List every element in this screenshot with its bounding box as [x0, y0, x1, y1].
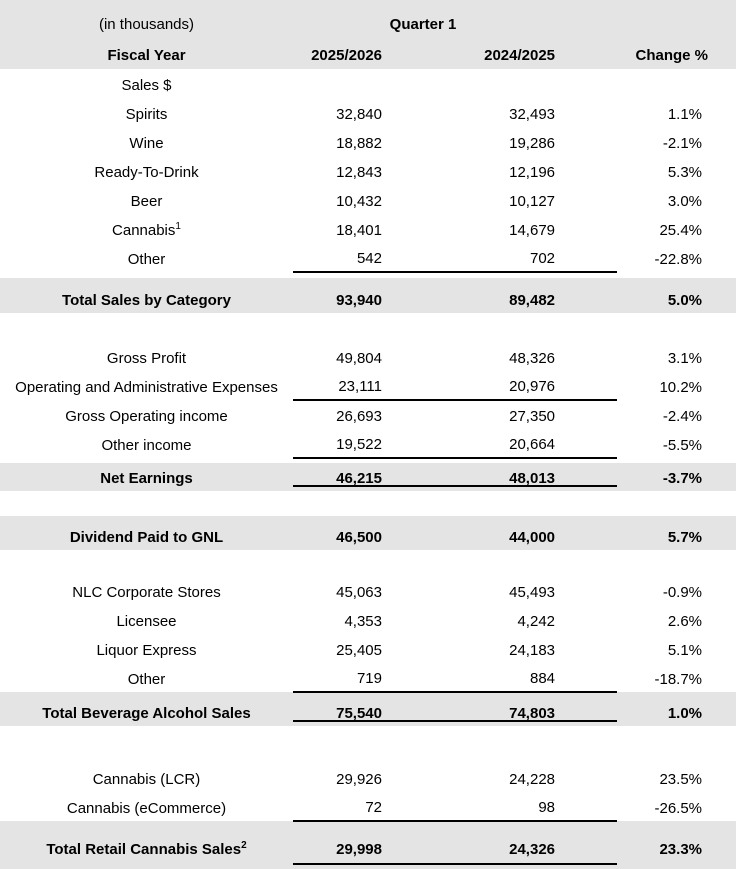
row-label: Sales $ — [121, 77, 172, 94]
change-value: -22.8% — [654, 251, 703, 268]
spacer-cell — [0, 726, 736, 763]
current-value: 4,353 — [344, 613, 382, 630]
table-row — [0, 214, 736, 243]
prior-value: 48,013 — [459, 463, 617, 491]
change-value: -2.1% — [662, 135, 703, 152]
change-value: 1.0% — [667, 705, 703, 722]
prior-value: 27,350 — [509, 408, 556, 425]
row-label: Licensee — [116, 613, 177, 630]
table-row — [0, 634, 736, 663]
prior-value: 12,196 — [509, 164, 556, 181]
current-value: 29,926 — [336, 771, 382, 788]
spacer-row — [0, 726, 736, 763]
spacer-cell — [0, 491, 736, 516]
change-value: 3.1% — [667, 350, 703, 367]
row-label: Dividend Paid to GNL — [69, 529, 224, 546]
row-label: NLC Corporate Stores — [72, 584, 221, 601]
units-label: (in thousands) — [98, 16, 195, 33]
change-value — [617, 69, 736, 98]
prior-value: 884 — [459, 663, 617, 692]
prior-value: 19,286 — [509, 135, 556, 152]
change-value: -5.5% — [662, 437, 703, 454]
change-value: -3.7% — [662, 470, 703, 487]
row-label: Operating and Administrative Expenses — [15, 379, 278, 396]
prior-value: 20,664 — [459, 429, 617, 458]
table-row — [0, 185, 736, 214]
total-row — [0, 692, 736, 726]
change-value: 1.1% — [667, 106, 703, 123]
row-label: Gross Operating income — [65, 408, 228, 425]
table-body — [0, 69, 736, 869]
prior-value: 48,326 — [509, 350, 556, 367]
current-value: 542 — [293, 243, 459, 272]
column-header-prior-year: 2024/2025 — [484, 47, 556, 64]
prior-value: 89,482 — [509, 292, 556, 309]
spacer-cell — [0, 313, 736, 342]
prior-value: 702 — [459, 243, 617, 272]
current-value: 18,882 — [336, 135, 382, 152]
change-value: 2.6% — [667, 613, 703, 630]
change-value: 23.3% — [659, 841, 703, 858]
prior-value: 24,228 — [509, 771, 556, 788]
fiscal-year-label: Fiscal Year — [107, 47, 186, 64]
row-label: Cannabis$^1$ — [112, 221, 181, 239]
current-value: 19,522 — [293, 429, 459, 458]
current-value: 719 — [293, 663, 459, 692]
prior-value: 14,679 — [509, 222, 556, 239]
footnote-marker: 2 — [241, 840, 247, 851]
table-row — [0, 576, 736, 605]
change-value: 25.4% — [659, 222, 703, 239]
prior-value: 74,803 — [459, 692, 617, 726]
prior-value: 24,326 — [459, 821, 617, 869]
change-value: -0.9% — [662, 584, 703, 601]
spacer-row — [0, 491, 736, 516]
total-row — [0, 463, 736, 491]
row-label: Other income — [101, 437, 192, 454]
current-value: 18,401 — [336, 222, 382, 239]
total-row — [0, 278, 736, 313]
prior-value: 20,976 — [459, 371, 617, 400]
change-value: 10.2% — [659, 379, 703, 396]
column-header-change-percent: Change % — [635, 47, 709, 64]
row-label: Other — [127, 251, 166, 268]
table-row — [0, 400, 736, 429]
current-value: 26,693 — [336, 408, 382, 425]
quarter-label: Quarter 1 — [389, 16, 457, 33]
change-value: 5.3% — [667, 164, 703, 181]
row-label: Liquor Express — [96, 642, 197, 659]
current-value — [293, 69, 459, 98]
table-header-row-quarter — [0, 0, 736, 38]
table-row — [0, 98, 736, 127]
footnote-marker: 1 — [175, 221, 181, 232]
change-value: 5.1% — [667, 642, 703, 659]
row-label: Spirits — [125, 106, 168, 123]
spacer-cell — [0, 550, 736, 576]
current-value: 49,804 — [336, 350, 382, 367]
change-value: 5.0% — [667, 292, 703, 309]
row-label: Gross Profit — [106, 350, 187, 367]
table-row — [0, 663, 736, 692]
empty-cell — [617, 0, 736, 38]
table-row — [0, 127, 736, 156]
change-value: 5.7% — [667, 529, 703, 546]
total-row — [0, 516, 736, 550]
table-row — [0, 605, 736, 634]
current-value: 25,405 — [336, 642, 382, 659]
table-row — [0, 371, 736, 400]
prior-value: 10,127 — [509, 193, 556, 210]
prior-value — [459, 69, 617, 98]
table-header-row-fiscal-year — [0, 38, 736, 69]
current-value: 10,432 — [336, 193, 382, 210]
table-row — [0, 429, 736, 458]
prior-value: 32,493 — [509, 106, 556, 123]
spacer-row — [0, 550, 736, 576]
total-row — [0, 821, 736, 869]
prior-value: 4,242 — [517, 613, 556, 630]
table-row — [0, 243, 736, 272]
current-value: 46,215 — [293, 463, 459, 491]
current-value: 23,111 — [293, 371, 459, 400]
table-row — [0, 156, 736, 185]
section-header-row — [0, 69, 736, 98]
row-label: Cannabis (eCommerce) — [66, 800, 227, 817]
row-label: Total Retail Cannabis Sales$^2$ — [46, 840, 247, 858]
row-label: Ready-To-Drink — [94, 164, 199, 181]
prior-value: 45,493 — [509, 584, 556, 601]
row-label: Total Sales by Category — [62, 292, 231, 309]
row-label: Beer — [130, 193, 163, 210]
row-label: Net Earnings — [100, 470, 193, 487]
change-value: -18.7% — [654, 671, 703, 688]
row-label: Other — [127, 671, 166, 688]
current-value: 12,843 — [336, 164, 382, 181]
change-value: -2.4% — [662, 408, 703, 425]
prior-value: 98 — [459, 792, 617, 821]
column-header-current-year: 2025/2026 — [311, 47, 382, 64]
row-label: Total Beverage Alcohol Sales — [42, 705, 251, 722]
table-row — [0, 342, 736, 371]
current-value: 72 — [293, 792, 459, 821]
current-value: 29,998 — [293, 821, 459, 869]
current-value: 32,840 — [336, 106, 382, 123]
change-value: 3.0% — [667, 193, 703, 210]
table-row — [0, 763, 736, 792]
spacer-row — [0, 313, 736, 342]
prior-value: 44,000 — [509, 529, 556, 546]
current-value: 93,940 — [336, 292, 382, 309]
current-value: 75,540 — [293, 692, 459, 726]
current-value: 45,063 — [336, 584, 382, 601]
row-label: Cannabis (LCR) — [92, 771, 201, 788]
current-value: 46,500 — [336, 529, 382, 546]
change-value: 23.5% — [659, 771, 703, 788]
prior-value: 24,183 — [509, 642, 556, 659]
table-row — [0, 792, 736, 821]
change-value: -26.5% — [654, 800, 703, 817]
row-label: Wine — [129, 135, 164, 152]
